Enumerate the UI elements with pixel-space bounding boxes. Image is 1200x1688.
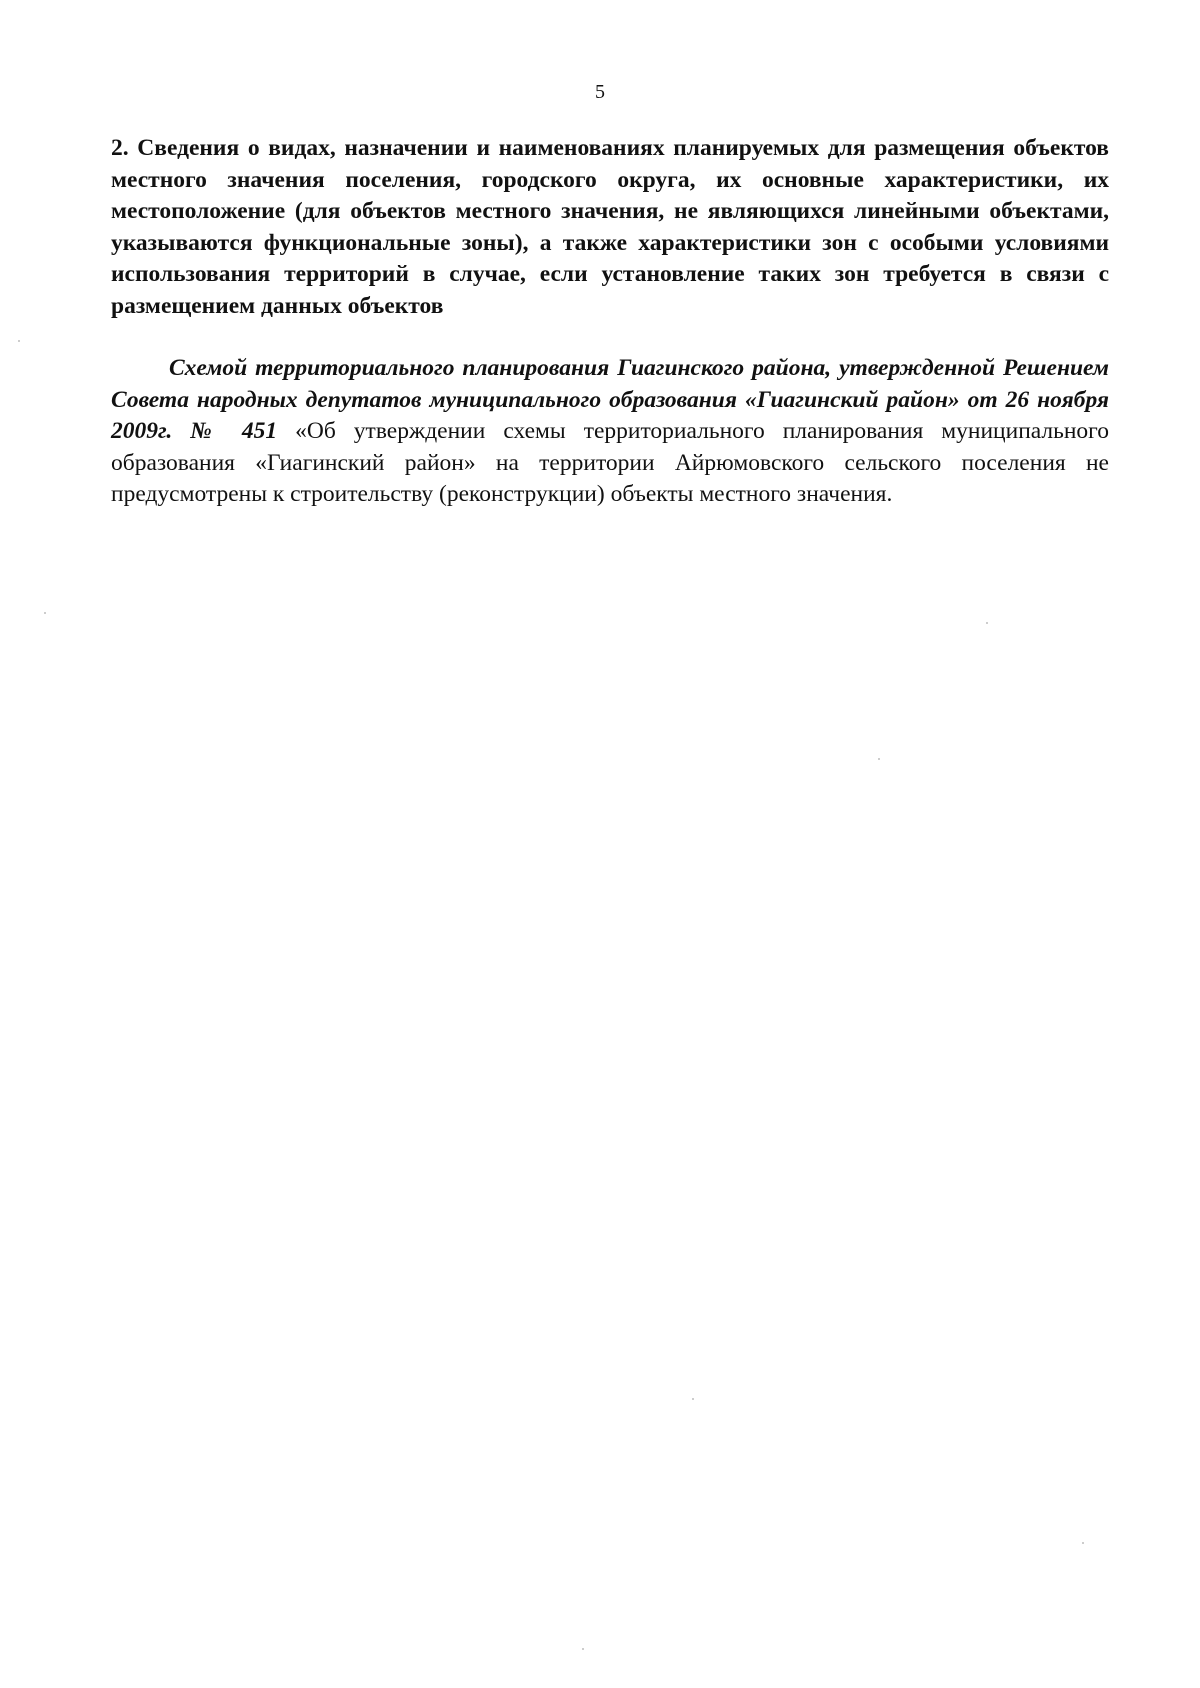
page-number: 5 xyxy=(595,81,605,103)
page-content xyxy=(111,133,1109,511)
paragraph-text: «Об утверждении схемы территориального планирования муниципального образования «Гиагинский район» на территории Айрюмовского сельского поселения не предусмотрены к строительству (реконструкции) объекты местного значения. xyxy=(111,418,1109,507)
body-paragraph xyxy=(111,353,1109,511)
scan-speck xyxy=(986,622,988,624)
paragraph-emphasis: Схемой территориального планирования Гиагинского района, утвержденной Решением Совета народных депутатов муниципального образования «Гиагинский район» от 26 ноября 2009г. № 451 xyxy=(111,355,1109,444)
scan-speck xyxy=(1082,1542,1084,1544)
section-heading: 2. Сведения о видах, назначении и наименованиях планируемых для размещения объектов местного значения поселения, городского округа, их основные характеристики, их местоположение (для объектов местного значения, не являющихся линейными объектами, указываются функциональные зоны), а также характеристики зон с особыми условиями использования территорий в случае, если установление таких зон требуется в связи с размещением данных объектов xyxy=(111,135,1109,319)
scan-speck xyxy=(692,1398,694,1400)
scan-speck xyxy=(44,612,46,614)
scan-speck xyxy=(18,340,20,342)
scan-speck xyxy=(878,758,880,760)
scan-speck xyxy=(582,1648,584,1650)
